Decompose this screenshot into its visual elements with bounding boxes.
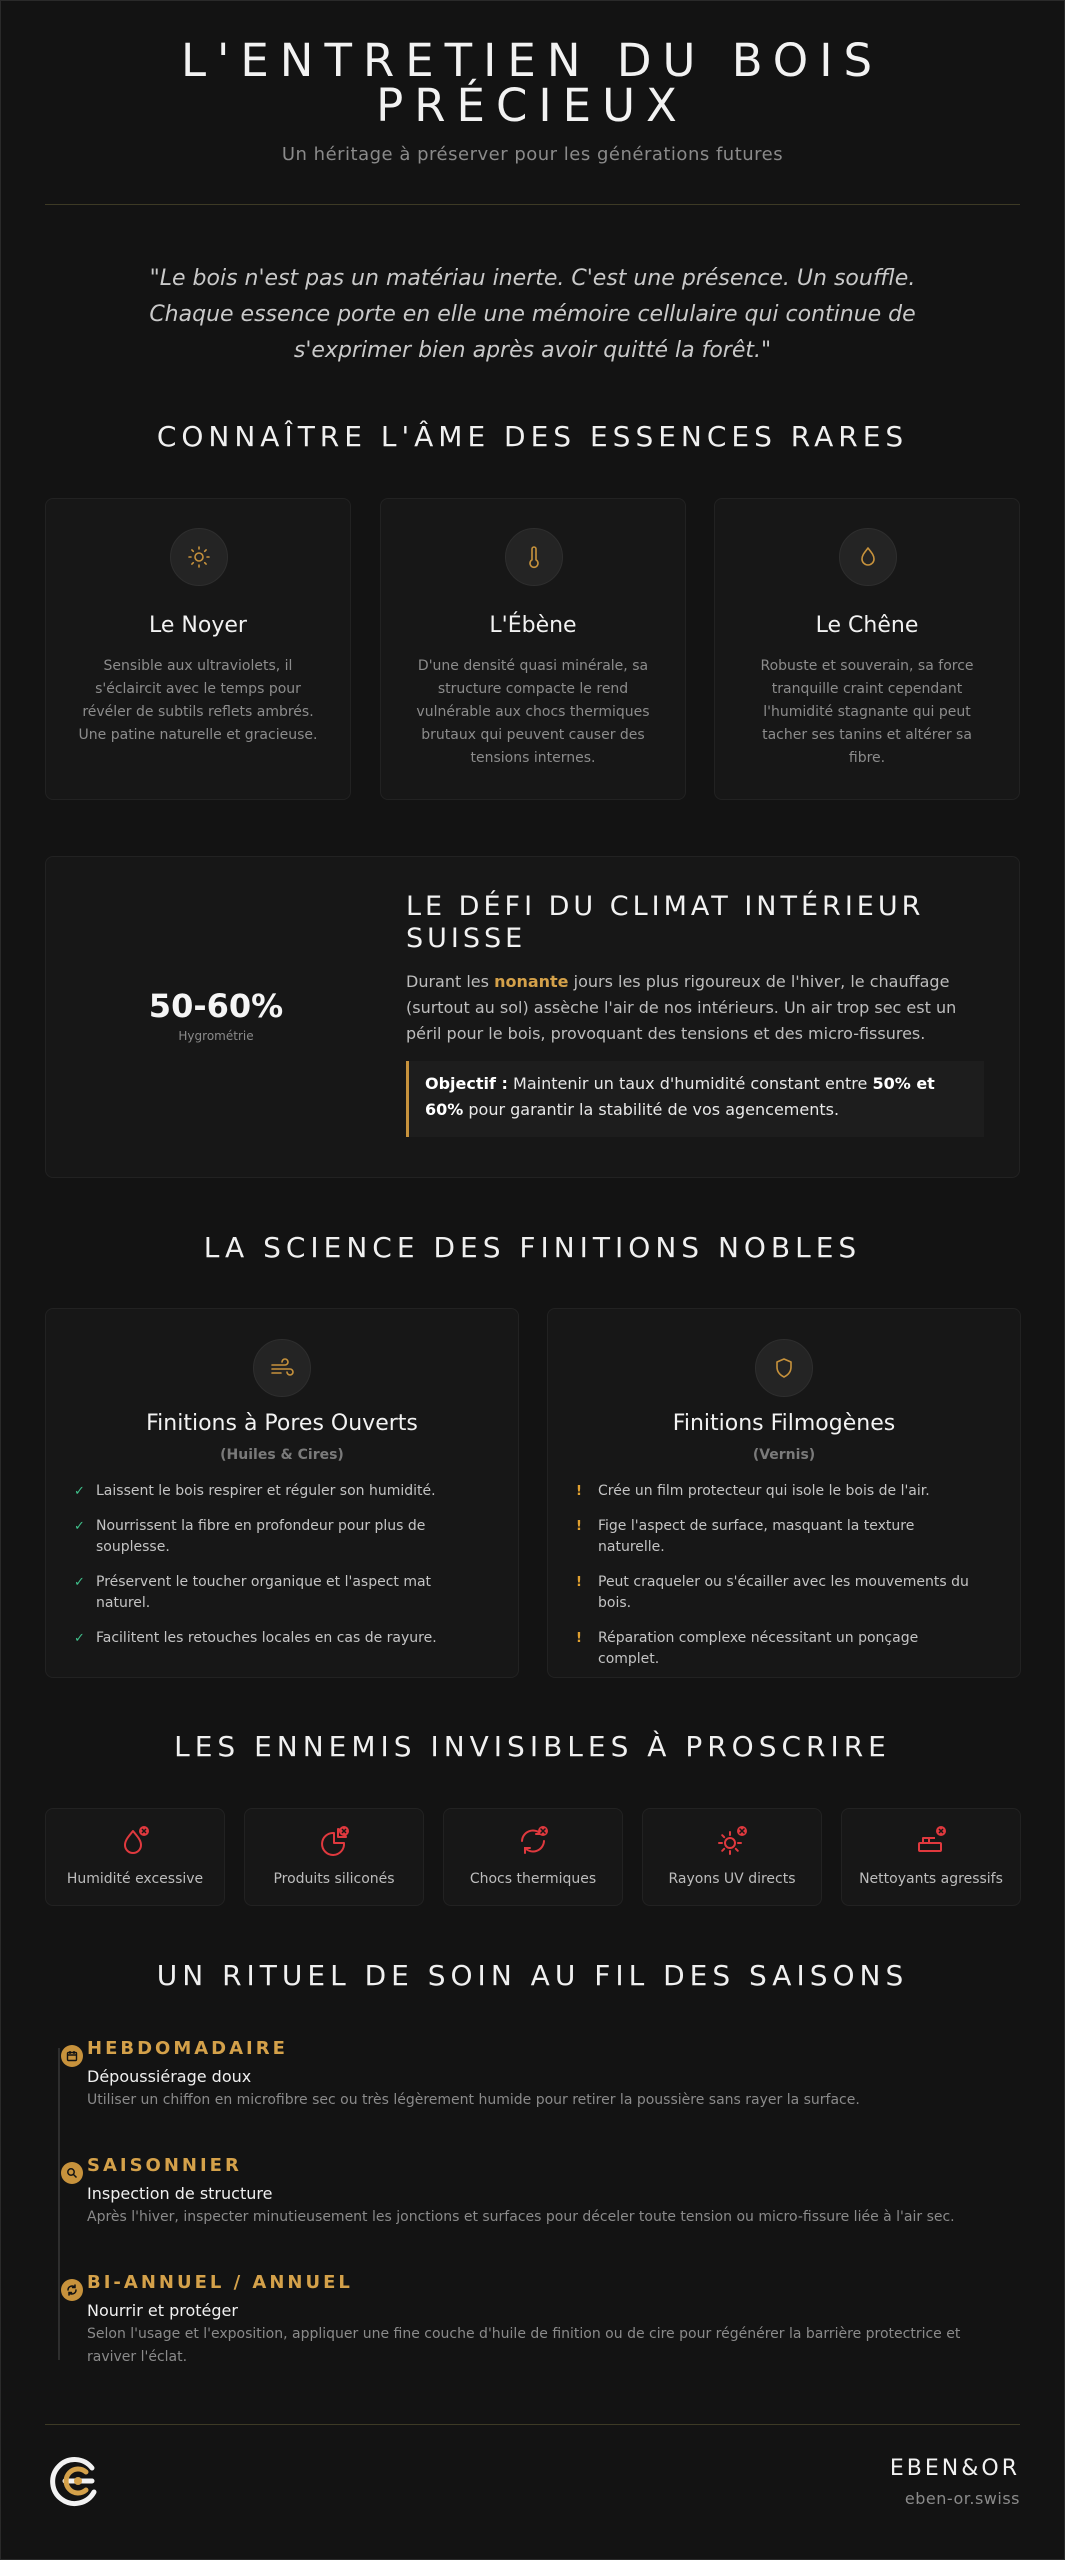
refresh-icon <box>61 2279 83 2301</box>
ritual-step-text: Utiliser un chiffon en microfibre sec ou très légèrement humide pour retirer la poussière sans rayer la surface. <box>87 2092 860 2108</box>
list-item: ✓ Préservent le toucher organique et l'aspect mat naturel. <box>74 1574 432 1611</box>
brand-logo <box>48 2454 102 2508</box>
essence-card-ebene <box>380 498 686 800</box>
finish-card-film <box>547 1308 1021 1678</box>
sun-icon <box>170 528 228 586</box>
ritual-step-title: Nourrir et protéger <box>87 2301 238 2320</box>
ritual-step-title: Inspection de structure <box>87 2184 273 2203</box>
objective-box: Objectif : Maintenir un taux d'humidité constant entre 50% et 60% pour garantir la stabilité de vos agencements. <box>406 1061 984 1137</box>
climate-card <box>45 856 1020 1178</box>
essence-card-noyer <box>45 498 351 800</box>
footer-divider <box>45 2424 1020 2425</box>
essence-description: Robuste et souverain, sa force tranquille craint cependant l'humidité stagnante qui peut tacher ses tanins et altérer sa fibre. <box>760 658 974 766</box>
essences-section-title: CONNAÎTRE L'ÂME DES ESSENCES RARES <box>156 420 909 453</box>
uv-rays-icon <box>643 1823 821 1859</box>
finish-card-open-pores <box>45 1308 519 1678</box>
enemy-card-cleaner <box>841 1808 1021 1906</box>
finish-title: Finitions Filmogènes <box>672 1411 896 1436</box>
ritual-step-text: Selon l'usage et l'exposition, appliquer une fine couche d'huile de finition ou de cire pour régénérer la barrière protectrice et raviver l'éclat. <box>87 2326 961 2365</box>
enemy-label: Produits siliconés <box>273 1871 395 1887</box>
enemy-label: Humidité excessive <box>66 1871 204 1887</box>
film-list <box>576 1481 980 1684</box>
wind-icon <box>253 1339 311 1397</box>
list-item: ! Fige l'aspect de surface, masquant la texture naturelle. <box>576 1518 915 1555</box>
humidity-icon <box>46 1823 224 1859</box>
enemy-label: Nettoyants agressifs <box>859 1871 1003 1887</box>
enemy-label: Rayons UV directs <box>668 1871 796 1887</box>
finish-title: Finitions à Pores Ouverts <box>146 1411 418 1436</box>
climate-title: LE DÉFI DU CLIMAT INTÉRIEUR SUISSE <box>406 891 925 954</box>
ritual-period: HEBDOMADAIRE <box>87 2038 288 2059</box>
list-item: ✓ Laissent le bois respirer et réguler son humidité. <box>74 1483 436 1499</box>
enemy-label: Chocs thermiques <box>469 1871 597 1887</box>
open-pores-list <box>74 1481 478 1663</box>
finishes-section-title: LA SCIENCE DES FINITIONS NOBLES <box>203 1231 862 1264</box>
cleaner-icon <box>842 1823 1020 1859</box>
ritual-step-title: Dépoussiérage doux <box>87 2067 252 2086</box>
thermal-shock-icon <box>444 1823 622 1859</box>
climate-text: Durant les nonante jours les plus rigoureux de l'hiver, le chauffage (surtout au sol) assèche l'air de nos intérieurs. Un air trop sec est un péril pour le bois, provoquant des tensions et des micro-fissures. <box>406 972 957 1043</box>
essence-name: Le Noyer <box>149 613 247 638</box>
essence-description: D'une densité quasi minérale, sa structure compacte le rend vulnérable aux chocs thermiques brutaux qui peuvent causer des tensions internes. <box>416 658 650 766</box>
ritual-section-title: UN RITUEL DE SOIN AU FIL DES SAISONS <box>156 1959 909 1992</box>
droplet-icon <box>839 528 897 586</box>
enemies-section-title: LES ENNEMIS INVISIBLES À PROSCRIRE <box>174 1730 891 1763</box>
essence-description: Sensible aux ultraviolets, il s'éclaircit avec le temps pour révéler de subtils reflets ambrés. Une patine naturelle et gracieuse. <box>78 658 318 743</box>
silicone-icon <box>245 1823 423 1859</box>
enemy-card-thermal <box>443 1808 623 1906</box>
shield-icon <box>755 1339 813 1397</box>
magnifier-icon <box>61 2162 83 2184</box>
list-item: ! Crée un film protecteur qui isole le bois de l'air. <box>576 1483 930 1499</box>
humidity-value: 50-60% <box>148 987 284 1025</box>
humidity-label: Hygrométrie <box>178 1029 254 1043</box>
essence-name: Le Chêne <box>815 613 919 638</box>
enemy-card-humidity <box>45 1808 225 1906</box>
list-item: ✓ Facilitent les retouches locales en cas de rayure. <box>74 1630 437 1646</box>
divider <box>45 204 1020 205</box>
intro-quote: "Le bois n'est pas un matériau inerte. C'est une présence. Un souffle. Chaque essence porte en elle une mémoire cellulaire qui continue de s'exprimer bien après avoir quitté la forêt." <box>149 266 916 363</box>
thermometer-icon <box>505 528 563 586</box>
calendar-icon <box>61 2045 83 2067</box>
essence-card-chene <box>714 498 1020 800</box>
page-title: L'ENTRETIEN DU BOIS PRÉCIEUX <box>180 34 884 132</box>
ritual-period: SAISONNIER <box>87 2155 242 2176</box>
list-item: ✓ Nourrissent la fibre en profondeur pour plus de souplesse. <box>74 1518 426 1555</box>
enemy-card-uv <box>642 1808 822 1906</box>
brand-name: EBEN&OR <box>889 2456 1020 2481</box>
essence-name: L'Ébène <box>489 613 577 638</box>
finish-subtitle: (Huiles & Cires) <box>220 1447 344 1463</box>
ritual-period: BI-ANNUEL / ANNUEL <box>87 2272 353 2293</box>
brand-domain[interactable]: eben-or.swiss <box>904 2489 1020 2508</box>
list-item: ! Réparation complexe nécessitant un ponçage complet. <box>576 1630 919 1667</box>
enemy-card-silicone <box>244 1808 424 1906</box>
timeline-line <box>58 2048 60 2360</box>
ritual-step-text: Après l'hiver, inspecter minutieusement les jonctions et surfaces pour déceler toute tension ou micro-fissure liée à l'air sec. <box>87 2209 955 2225</box>
finish-subtitle: (Vernis) <box>752 1447 816 1463</box>
page-subtitle: Un héritage à préserver pour les générations futures <box>281 144 784 165</box>
highlight-nonante: nonante <box>494 972 569 991</box>
list-item: ! Peut craqueler ou s'écailler avec les mouvements du bois. <box>576 1574 969 1611</box>
